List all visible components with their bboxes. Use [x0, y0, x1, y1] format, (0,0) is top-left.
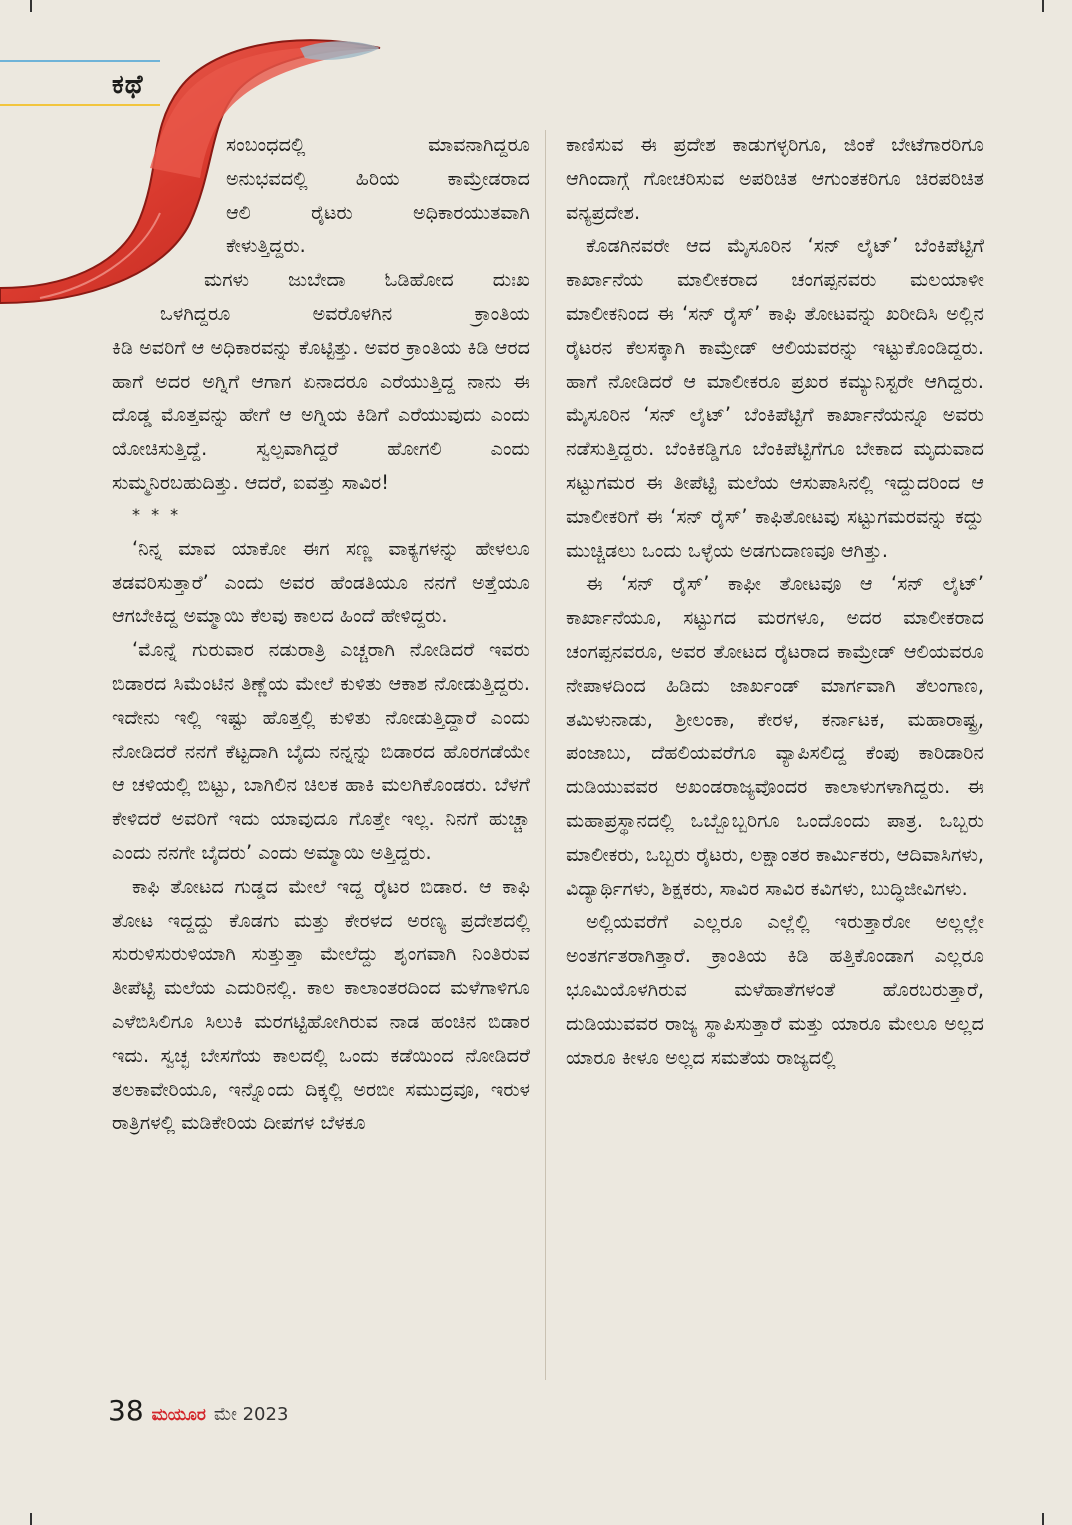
paragraph: ‘ಮೊನ್ನೆ ಗುರುವಾರ ನಡುರಾತ್ರಿ ಎಚ್ಚರಾಗಿ ನೋಡಿದರೆ ಇವರು ಬಿಡಾರದ ಸಿಮೆಂಟಿನ ತಿಣ್ಣೆಯ ಮೇಲೆ ಕುಳಿತು ಆಕಾಶ ನೋಡುತ್ತಿದ್ದರು. ಇದೇನು ಇಲ್ಲಿ ಇಷ್ಟು ಹೊತ್ತಲ್ಲಿ ಕುಳಿತು ನೋಡುತ್ತಿದ್ದಾರೆ ಎಂದು ನೋಡಿದರೆ ನನಗೆ ಕೆಟ್ಟದಾಗಿ ಬೈದು ನನ್ನನ್ನು ಬಿಡಾರದ ಹೊರಗಡೆಯೇ ಆ ಚಳಿಯಲ್ಲಿ ಬಿಟ್ಟು, ಬಾಗಿಲಿನ ಚಿಲಕ ಹಾಕಿ ಮಲಗಿಕೊಂಡರು. ಬೆಳಗೆ ಕೇಳಿದರೆ ಅವರಿಗೆ ಇದು ಯಾವುದೂ ಗೊತ್ತೇ ಇಲ್ಲ. ನಿನಗೆ ಹುಚ್ಚಾ ಎಂದು ನನಗೇ ಬೈದರು’ ಎಂದು ಅಮ್ಮಾಯಿ ಅತ್ತಿದ್ದರು.	[112, 638, 530, 864]
paragraph	[112, 263, 530, 500]
column-divider	[545, 130, 546, 1380]
header-rule-yellow	[0, 104, 160, 106]
paragraph: ಕಾಫಿ ತೋಟದ ಗುಡ್ಡದ ಮೇಲೆ ಇದ್ದ ರೈಟರ ಬಿಡಾರ. ಆ ಕಾಫಿ ತೋಟ ಇದ್ದದ್ದು ಕೊಡಗು ಮತ್ತು ಕೇರಳದ ಅರಣ್ಯ ಪ್ರದೇಶದಲ್ಲಿ ಸುರುಳಿಸುರುಳಿಯಾಗಿ ಸುತ್ತುತ್ತಾ ಮೇಲೆದ್ದು ಶೃಂಗವಾಗಿ ನಿಂತಿರುವ ತೀಪೆಟ್ಟಿ ಮಲೆಯ ಎದುರಿನಲ್ಲಿ. ಕಾಲ ಕಾಲಾಂತರದಿಂದ ಮಳೆಗಾಳಿಗೂ ಎಳೆಬಿಸಿಲಿಗೂ ಸಿಲುಕಿ ಮರಗಟ್ಟಿಹೋಗಿರುವ ನಾಡ ಹಂಚಿನ ಬಿಡಾರ ಇದು. ಸ್ವಚ್ಛ ಬೇಸಗೆಯ ಕಾಲದಲ್ಲಿ ಒಂದು ಕಡೆಯಿಂದ ನೋಡಿದರೆ ತಲಕಾವೇರಿಯೂ, ಇನ್ನೊಂದು ದಿಕ್ಕಲ್ಲಿ ಅರಬೀ ಸಮುದ್ರವೂ, ಇರುಳ ರಾತ್ರಿಗಳಲ್ಲಿ ಮಡಿಕೇರಿಯ ದೀಪಗಳ ಬೆಳಕೂ	[112, 874, 530, 1135]
page-number: 38	[108, 1394, 144, 1427]
crop-mark	[1042, 0, 1044, 12]
text-line: ಕೇಳುತ್ತಿದ್ದರು.	[226, 234, 306, 258]
intro-paragraph	[112, 128, 530, 263]
section-label: ಕಥೆ	[112, 70, 144, 100]
paragraph-text: ಕಿಡಿ ಅವರಿಗೆ ಆ ಅಧಿಕಾರವನ್ನು ಕೊಟ್ಟಿತ್ತು. ಅವರ ಕ್ರಾಂತಿಯ ಕಿಡಿ ಆರದ ಹಾಗೆ ಅದರ ಅಗ್ನಿಗೆ ಆಗಾಗ ಏನಾದರೂ ಎರೆಯುತ್ತಿದ್ದ ನಾನು ಈ ದೊಡ್ಡ ಮೊತ್ತವನ್ನು ಹೇಗೆ ಆ ಅಗ್ನಿಯ ಕಿಡಿಗೆ ಎರೆಯುವುದು ಎಂದು ಯೋಚಿಸುತ್ತಿದ್ದೆ. ಸ್ವಲ್ಪವಾಗಿದ್ದರೆ ಹೋಗಲಿ ಎಂದು ಸುಮ್ಮನಿರಬಹುದಿತ್ತು. ಆದರೆ, ಐವತ್ತು ಸಾವಿರ!	[112, 335, 530, 494]
text-line: ಅನುಭವದಲ್ಲಿ ಹಿರಿಯ ಕಾಮ್ರೇಡರಾದ	[226, 166, 530, 190]
section-break: * * *	[132, 504, 182, 524]
paragraph: ಅಲ್ಲಿಯವರೆಗೆ ಎಲ್ಲರೂ ಎಲ್ಲೆಲ್ಲಿ ಇರುತ್ತಾರೋ ಅಲ್ಲಲ್ಲೇ ಅಂತರ್ಗತರಾಗಿತ್ತಾರೆ. ಕ್ರಾಂತಿಯ ಕಿಡಿ ಹತ್ತಿಕೊಂಡಾಗ ಎಲ್ಲರೂ ಭೂಮಿಯೊಳಗಿರುವ ಮಳೆಹಾತೆಗಳಂತೆ ಹೊರಬರುತ್ತಾರೆ, ದುಡಿಯುವವರ ರಾಜ್ಯ ಸ್ಥಾಪಿಸುತ್ತಾರೆ ಮತ್ತು ಯಾರೂ ಮೇಲೂ ಅಲ್ಲದ ಯಾರೂ ಕೀಳೂ ಅಲ್ಲದ ಸಮತೆಯ ರಾಜ್ಯದಲ್ಲಿ	[566, 910, 984, 1069]
text-line: ಒಳಗಿದ್ದರೂ ಅವರೊಳಗಿನ ಕ್ರಾಂತಿಯ	[160, 301, 530, 325]
paragraph: ಈ ‘ಸನ್ ರೈಸ್’ ಕಾಫೀ ತೋಟವೂ ಆ ‘ಸನ್ ಲೈಟ್’ ಕಾರ್ಖಾನೆಯೂ, ಸಟ್ಟುಗದ ಮರಗಳೂ, ಅದರ ಮಾಲೀಕರಾದ ಚಂಗಪ್ಪನವರೂ, ಅವರ ತೋಟದ ರೈಟರಾದ ಕಾಮ್ರೇಡ್ ಆಲಿಯವರೂ ನೇಪಾಳದಿಂದ ಹಿಡಿದು ಜಾರ್ಖಂಡ್ ಮಾರ್ಗವಾಗಿ ತೆಲಂಗಾಣ, ತಮಿಳುನಾಡು, ಶ್ರೀಲಂಕಾ, ಕೇರಳ, ಕರ್ನಾಟಕ, ಮಹಾರಾಷ್ಟ್ರ, ಪಂಜಾಬು, ದೆಹಲಿಯವರೆಗೂ ವ್ಯಾಪಿಸಲಿದ್ದ ಕೆಂಪು ಕಾರಿಡಾರಿನ ದುಡಿಯುವವರ ಅಖಂಡರಾಜ್ಯವೊಂದರ ಕಾಲಾಳುಗಳಾಗಿದ್ದರು. ಈ ಮಹಾಪ್ರಸ್ಥಾನದಲ್ಲಿ ಒಬ್ಬೊಬ್ಬರಿಗೂ ಒಂದೊಂದು ಪಾತ್ರ. ಒಬ್ಬರು ಮಾಲೀಕರು, ಒಬ್ಬರು ರೈಟರು, ಲಕ್ಷಾಂತರ ಕಾರ್ಮಿಕರು, ಆದಿವಾಸಿಗಳು, ವಿದ್ಯಾರ್ಥಿಗಳು, ಶಿಕ್ಷಕರು, ಸಾವಿರ ಸಾವಿರ ಕವಿಗಳು, ಬುದ್ಧಿಜೀವಿಗಳು.	[566, 572, 985, 900]
crop-mark	[30, 1513, 32, 1525]
text-line: ಮಗಳು ಜುಬೇದಾ ಓಡಿಹೋದ ದುಃಖ	[204, 268, 530, 292]
text-line: ಸಂಬಂಧದಲ್ಲಿ ಮಾವನಾಗಿದ್ದರೂ	[226, 133, 530, 156]
left-column	[112, 128, 530, 1140]
paragraph: ಕೊಡಗಿನವರೇ ಆದ ಮೈಸೂರಿನ ‘ಸನ್ ಲೈಟ್’ ಬೆಂಕಿಪೆಟ್ಟಿಗೆ ಕಾರ್ಖಾನೆಯ ಮಾಲೀಕರಾದ ಚಂಗಪ್ಪನವರು ಮಲಯಾಳೀ ಮಾಲೀಕನಿಂದ ಈ ‘ಸನ್ ರೈಸ್’ ಕಾಫಿ ತೋಟವನ್ನು ಖರೀದಿಸಿ ಅಲ್ಲಿನ ರೈಟರನ ಕೆಲಸಕ್ಕಾಗಿ ಕಾಮ್ರೇಡ್ ಆಲಿಯವರನ್ನು ಇಟ್ಟುಕೊಂಡಿದ್ದರು. ಹಾಗೆ ನೋಡಿದರೆ ಆ ಮಾಲೀಕರೂ ಪ್ರಖರ ಕಮ್ಯುನಿಸ್ಟರೇ ಆಗಿದ್ದರು. ಮೈಸೂರಿನ ‘ಸನ್ ಲೈಟ್’ ಬೆಂಕಿಪೆಟ್ಟಿಗೆ ಕಾರ್ಖಾನೆಯನ್ನೂ ಅವರು ನಡೆಸುತ್ತಿದ್ದರು. ಬೆಂಕಿಕಡ್ಡಿಗೂ ಬೆಂಕಿಪೆಟ್ಟಿಗೆಗೂ ಬೇಕಾದ ಮೃದುವಾದ ಸಟ್ಟುಗಮರ ಈ ತೀಪೆಟ್ಟಿ ಮಲೆಯ ಆಸುಪಾಸಿನಲ್ಲಿ ಇದ್ದುದರಿಂದ ಆ ಮಾಲೀಕರಿಗೆ ಈ ‘ಸನ್ ರೈಸ್’ ಕಾಫಿತೋಟವು ಸಟ್ಟುಗಮರವನ್ನು ಕದ್ದು ಮುಚ್ಚಿಡಲು ಒಂದು ಒಳ್ಳೆಯ ಅಡಗುದಾಣವೂ ಆಗಿತ್ತು.	[566, 234, 984, 562]
right-column	[566, 128, 984, 1074]
crop-mark	[30, 0, 32, 12]
page-footer	[108, 1394, 288, 1427]
paragraph: ಕಾಣಿಸುವ ಈ ಪ್ರದೇಶ ಕಾಡುಗಳ್ಳರಿಗೂ, ಜಿಂಕೆ ಬೇಟೆಗಾರರಿಗೂ ಆಗಿಂದಾಗ್ಗೆ ಗೋಚರಿಸುವ ಅಪರಿಚಿತ ಆಗುಂತಕರಿಗೂ ಚಿರಪರಿಚಿತ ವನ್ಯಪ್ರದೇಶ.	[566, 133, 984, 224]
header-rule-blue	[0, 60, 160, 62]
magazine-logo: ಮಯೂರ	[151, 1405, 206, 1425]
paragraph: ‘ನಿನ್ನ ಮಾವ ಯಾಕೋ ಈಗ ಸಣ್ಣ ವಾಕ್ಯಗಳನ್ನು ಹೇಳಲೂ ತಡವರಿಸುತ್ತಾರೆ’ ಎಂದು ಅವರ ಹೆಂಡತಿಯೂ ನನಗೆ ಅತ್ತೆಯೂ ಆಗಬೇಕಿದ್ದ ಅಮ್ಮಾಯಿ ಕೆಲವು ಕಾಲದ ಹಿಂದೆ ಹೇಳಿದ್ದರು.	[112, 536, 530, 628]
issue-date: ಮೇ 2023	[213, 1404, 289, 1425]
text-line: ಆಲಿ ರೈಟರು ಅಧಿಕಾರಯುತವಾಗಿ	[226, 200, 530, 224]
crop-mark	[1042, 1513, 1044, 1525]
